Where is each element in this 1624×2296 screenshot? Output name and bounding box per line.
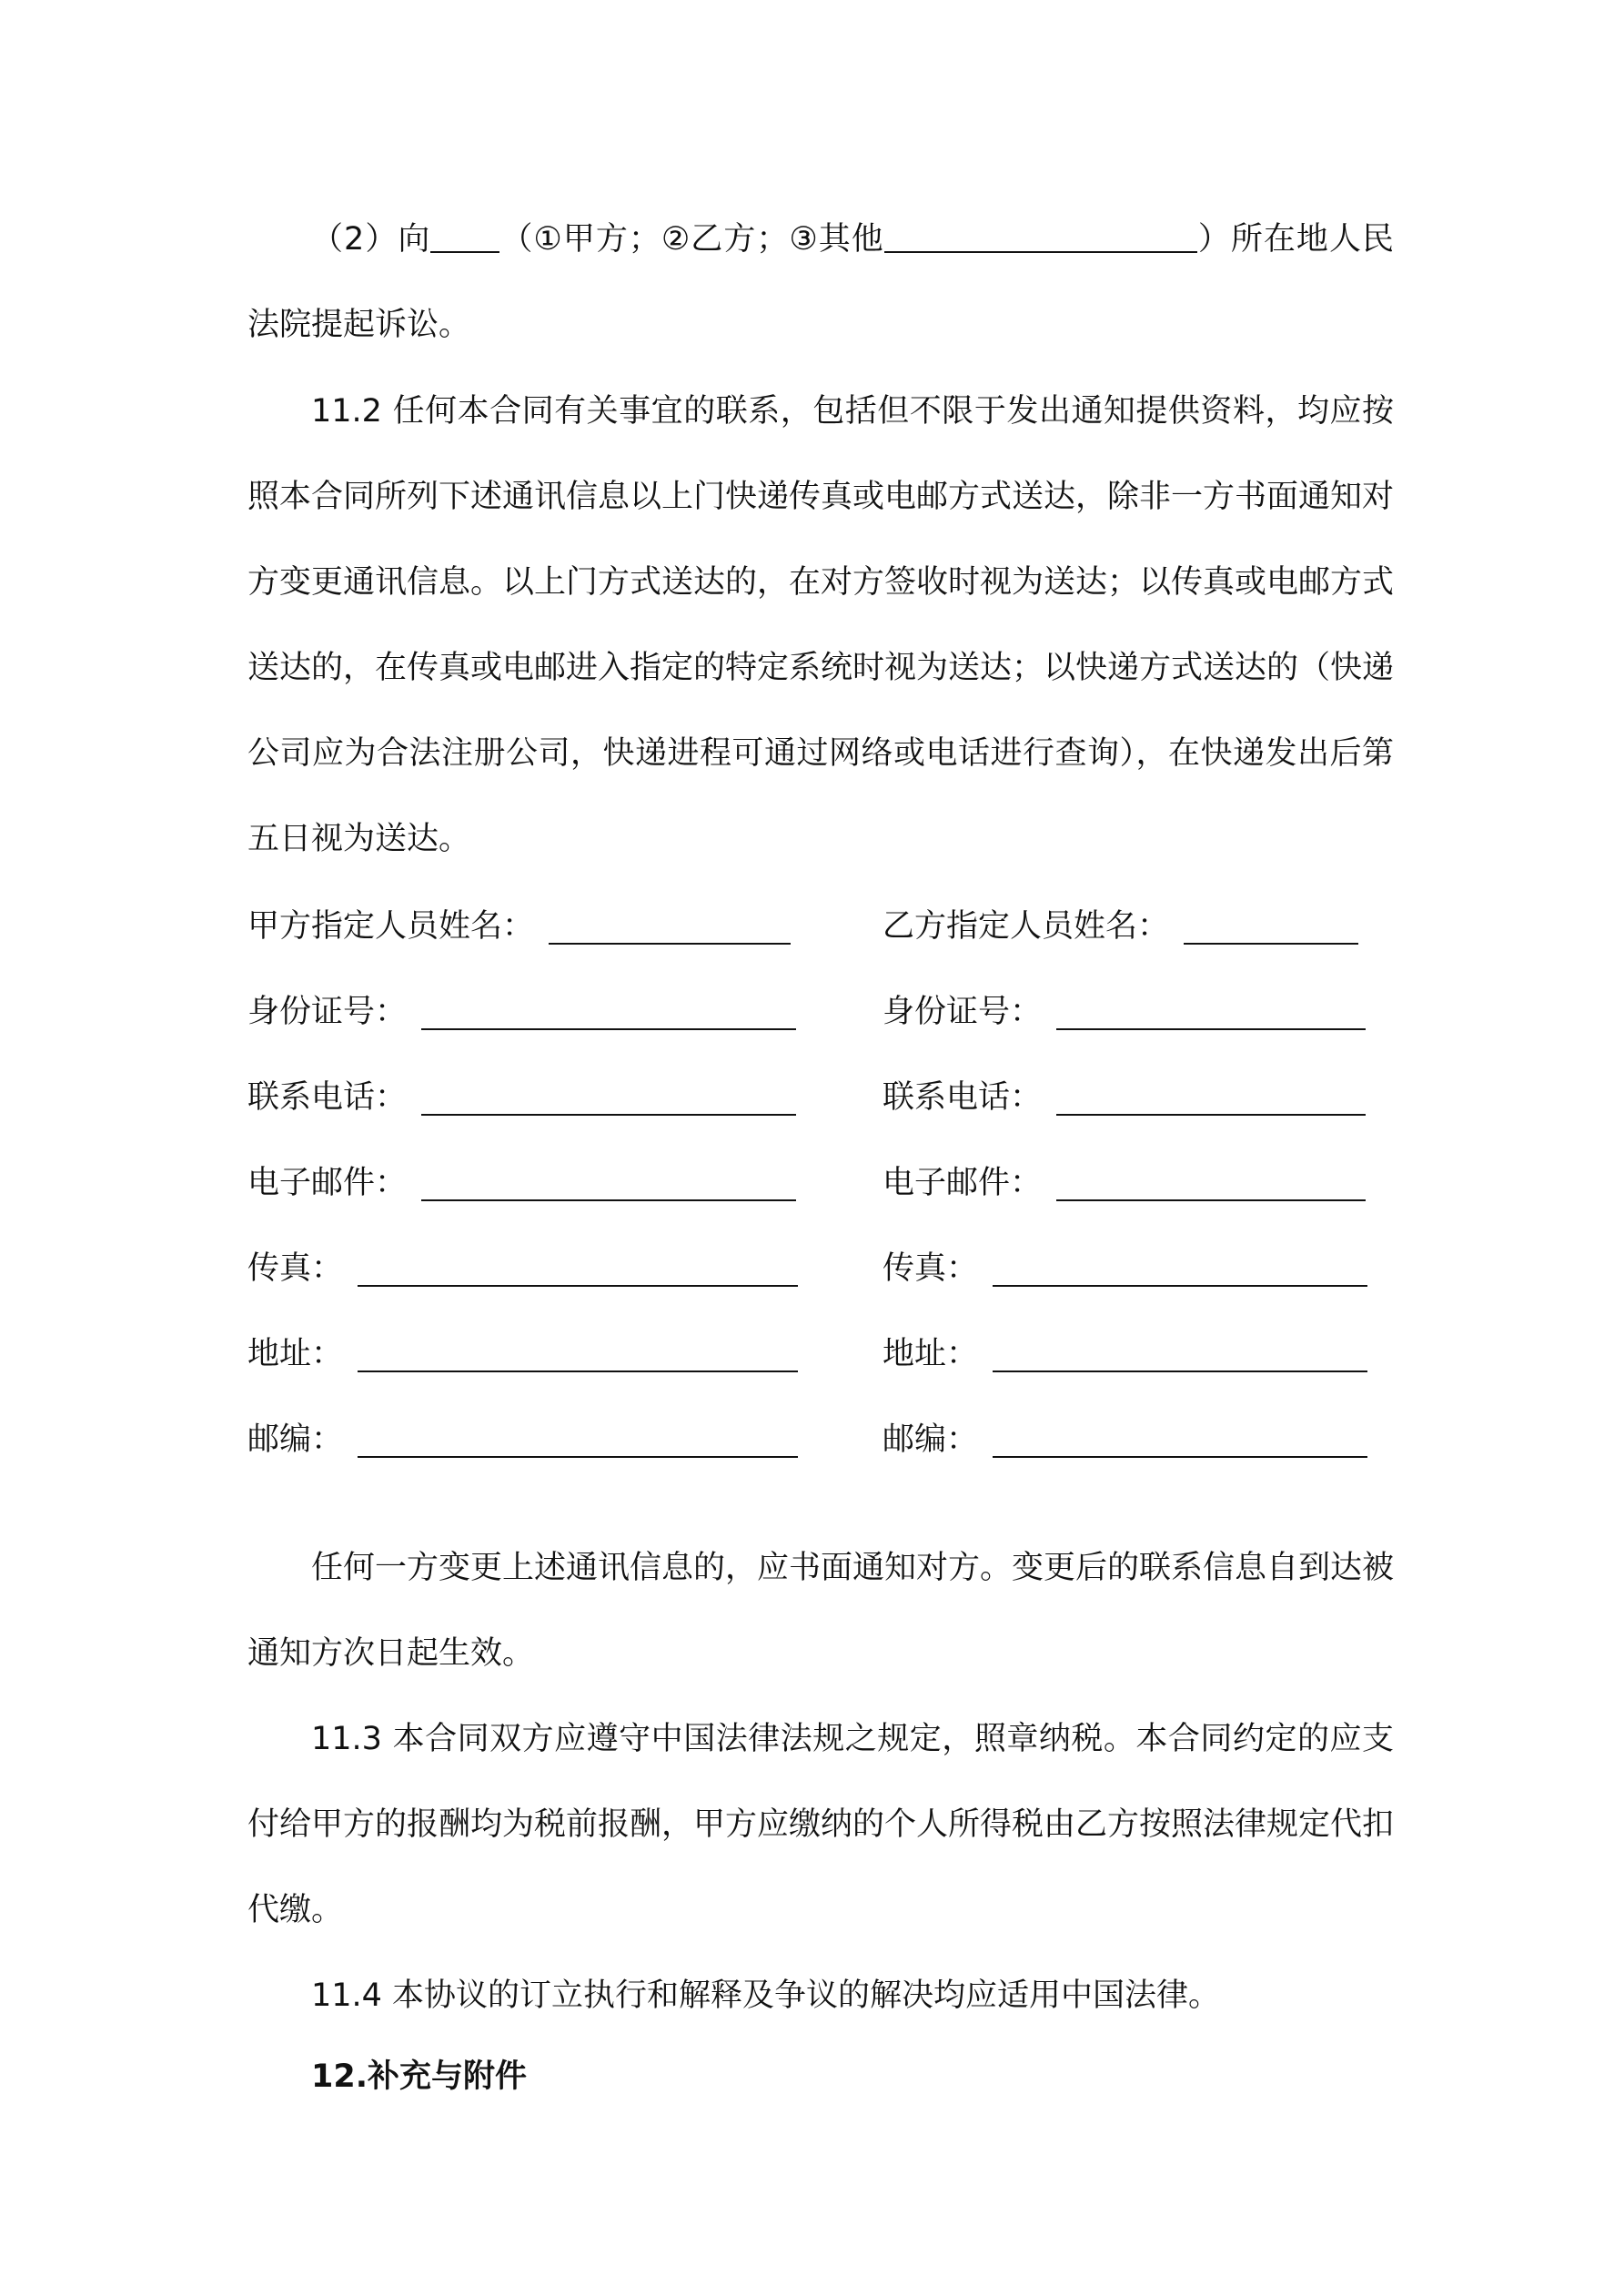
- party-a-fax-field: [247, 1250, 798, 1287]
- party-b-id-label: 身份证号：: [883, 994, 1043, 1030]
- party-b-postcode-input[interactable]: [993, 1429, 1367, 1458]
- party-a-postcode-input[interactable]: [358, 1429, 798, 1458]
- party-b-name-label: 乙方指定人员姓名：: [883, 908, 1170, 945]
- party-a-id-field: [247, 994, 796, 1030]
- clause-11-1-2-part2: （①甲方；②乙方；③其他: [499, 221, 884, 258]
- clause-11-1-2-part3: ）所在地人民法院提起诉讼。: [247, 221, 1394, 343]
- party-a-email-field: [247, 1165, 796, 1201]
- party-b-id-field: [883, 994, 1366, 1030]
- section-12-heading: 12.补充与附件: [311, 2058, 528, 2095]
- party-a-name-field: [247, 908, 791, 945]
- party-a-name-input[interactable]: [549, 915, 791, 945]
- party-a-id-input[interactable]: [421, 1001, 796, 1030]
- party-b-name-input[interactable]: [1184, 915, 1358, 945]
- party-a-phone-label: 联系电话：: [247, 1079, 408, 1116]
- party-b-address-input[interactable]: [993, 1343, 1367, 1372]
- party-b-phone-field: [883, 1079, 1366, 1116]
- clause-11-3: 11.3 本合同双方应遵守中国法律法规之规定，照章纳税。本合同约定的应支付给甲方的报酬均为税前报酬，甲方应缴纳的个人所得税由乙方按照法律规定代扣代缴。: [247, 1721, 1395, 1928]
- party-b-address-label: 地址：: [883, 1336, 979, 1372]
- party-a-name-label: 甲方指定人员姓名：: [247, 908, 535, 945]
- party-b-fax-input[interactable]: [993, 1258, 1367, 1287]
- party-b-phone-input[interactable]: [1056, 1087, 1366, 1116]
- party-b-email-label: 电子邮件：: [883, 1165, 1043, 1201]
- party-a-postcode-label: 邮编：: [247, 1421, 344, 1458]
- party-b-postcode-field: [883, 1421, 1367, 1458]
- party-a-email-input[interactable]: [421, 1172, 796, 1201]
- party-a-fax-label: 传真：: [247, 1250, 344, 1287]
- party-a-id-label: 身份证号：: [247, 994, 408, 1030]
- party-b-address-field: [883, 1336, 1367, 1372]
- party-b-email-input[interactable]: [1056, 1172, 1366, 1201]
- party-b-name-field: [883, 908, 1358, 945]
- party-a-address-field: [247, 1336, 798, 1372]
- party-a-postcode-field: [247, 1421, 798, 1458]
- party-b-postcode-label: 邮编：: [883, 1421, 979, 1458]
- party-a-address-label: 地址：: [247, 1336, 344, 1372]
- party-a-email-label: 电子邮件：: [247, 1165, 408, 1201]
- party-b-fax-label: 传真：: [883, 1250, 979, 1287]
- party-b-fax-field: [883, 1250, 1367, 1287]
- change-notice: 任何一方变更上述通讯信息的，应书面通知对方。变更后的联系信息自到达被通知方次日起生效。: [247, 1550, 1395, 1672]
- clause-11-1-2: [247, 197, 1394, 368]
- party-a-phone-input[interactable]: [421, 1087, 796, 1116]
- party-a-address-input[interactable]: [358, 1343, 798, 1372]
- party-b-phone-label: 联系电话：: [883, 1079, 1043, 1116]
- party-b-id-input[interactable]: [1056, 1001, 1366, 1030]
- party-b-email-field: [883, 1165, 1366, 1201]
- party-a-phone-field: [247, 1079, 796, 1116]
- clause-11-4: 11.4 本协议的订立执行和解释及争议的解决均应适用中国法律。: [311, 1977, 1221, 2014]
- party-a-fax-input[interactable]: [358, 1258, 798, 1287]
- clause-11-1-2-part1: （2）向: [311, 221, 431, 258]
- other-court-blank[interactable]: [884, 219, 1197, 253]
- clause-11-2: 11.2 任何本合同有关事宜的联系，包括但不限于发出通知提供资料，均应按照本合同所列下述通讯信息以上门快递传真或电邮方式送达，除非一方书面通知对方变更通讯信息。以上门方式送达的，在对方签收时视为送达；以传真或电邮方式送达的，在传真或电邮进入指定的特定系统时视为送达；以快递方式送达的（快递公司应为合法注册公司，快递进程可通过网络或电话进行查询），在快递发出后第五日视为送达。: [247, 393, 1395, 857]
- court-choice-blank[interactable]: [430, 219, 499, 253]
